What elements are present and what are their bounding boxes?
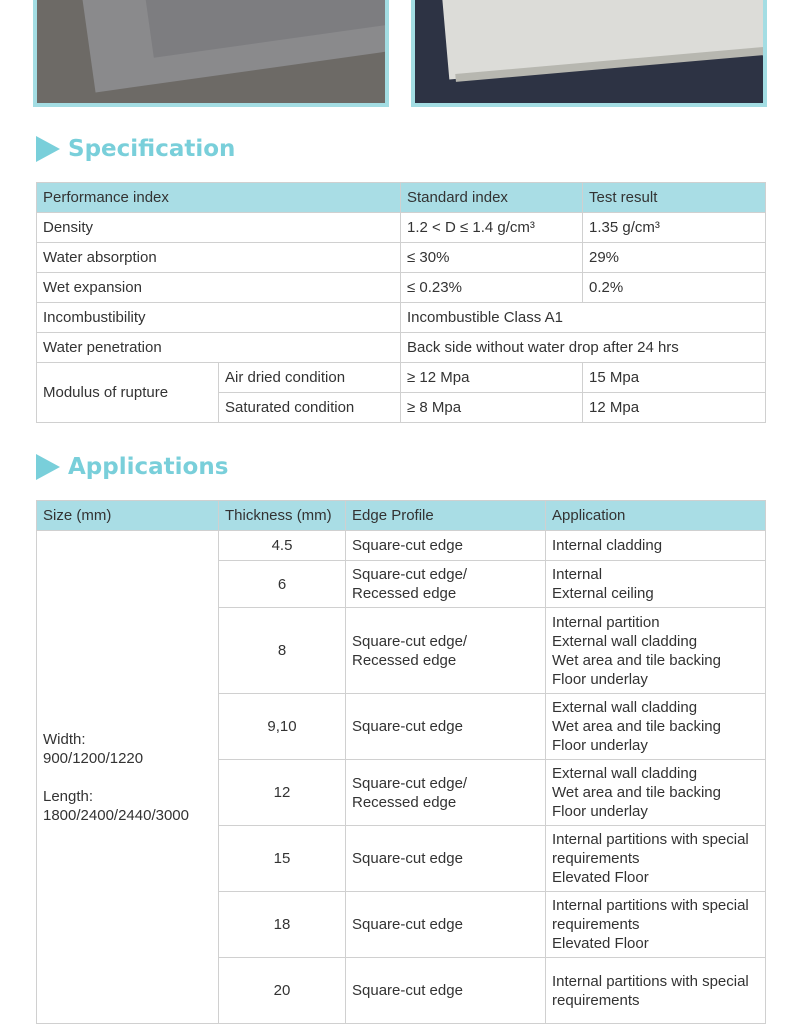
- triangle-bullet-icon: [36, 454, 60, 480]
- thickness-cell: 12: [219, 760, 346, 826]
- table-row: [37, 363, 766, 393]
- thickness-cell: 18: [219, 892, 346, 958]
- table-row: [37, 273, 766, 303]
- edge-cell: Square-cut edge: [346, 531, 546, 561]
- header-thickness: Thickness (mm): [219, 501, 346, 531]
- triangle-bullet-icon: [36, 136, 60, 162]
- thickness-cell: 15: [219, 826, 346, 892]
- edge-cell: Square-cut edge: [346, 958, 546, 1024]
- header-performance-index: Performance index: [37, 183, 401, 213]
- header-test-result: Test result: [583, 183, 766, 213]
- applications-heading: Applications: [36, 454, 228, 480]
- applications-table: [36, 500, 766, 1024]
- table-row: [37, 213, 766, 243]
- thickness-cell: 8: [219, 608, 346, 694]
- product-photo-right: [411, 0, 767, 107]
- thickness-cell: 6: [219, 561, 346, 608]
- condition-label: Saturated condition: [219, 393, 401, 423]
- thickness-cell: 20: [219, 958, 346, 1024]
- row-label: Density: [37, 213, 401, 243]
- table-row: [37, 243, 766, 273]
- test-value: 1.35 g/cm³: [583, 213, 766, 243]
- application-cell: Internal External ceiling: [546, 561, 766, 608]
- edge-cell: Square-cut edge: [346, 826, 546, 892]
- size-cell: Width: 900/1200/1220 Length: 1800/2400/2440/3000: [37, 531, 219, 1024]
- application-cell: Internal cladding: [546, 531, 766, 561]
- header-edge-profile: Edge Profile: [346, 501, 546, 531]
- row-label: Water penetration: [37, 333, 401, 363]
- test-value: 0.2%: [583, 273, 766, 303]
- standard-value: Incombustible Class A1: [401, 303, 766, 333]
- table-header-row: [37, 501, 766, 531]
- header-size: Size (mm): [37, 501, 219, 531]
- specification-table: [36, 182, 766, 423]
- row-label: Modulus of rupture: [37, 363, 219, 423]
- table-row: [37, 333, 766, 363]
- row-label: Water absorption: [37, 243, 401, 273]
- edge-cell: Square-cut edge/ Recessed edge: [346, 561, 546, 608]
- standard-value: ≤ 0.23%: [401, 273, 583, 303]
- standard-value: ≤ 30%: [401, 243, 583, 273]
- condition-label: Air dried condition: [219, 363, 401, 393]
- row-label: Wet expansion: [37, 273, 401, 303]
- row-label: Incombustibility: [37, 303, 401, 333]
- thickness-cell: 4.5: [219, 531, 346, 561]
- thickness-cell: 9,10: [219, 694, 346, 760]
- test-value: 15 Mpa: [583, 363, 766, 393]
- edge-cell: Square-cut edge: [346, 892, 546, 958]
- header-application: Application: [546, 501, 766, 531]
- standard-value: 1.2 < D ≤ 1.4 g/cm³: [401, 213, 583, 243]
- application-cell: External wall cladding Wet area and tile backing Floor underlay: [546, 760, 766, 826]
- test-value: 29%: [583, 243, 766, 273]
- product-photo-left: [33, 0, 389, 107]
- header-standard-index: Standard index: [401, 183, 583, 213]
- application-cell: Internal partitions with special requirements: [546, 958, 766, 1024]
- test-value: 12 Mpa: [583, 393, 766, 423]
- application-cell: Internal partition External wall cladding Wet area and tile backing Floor underlay: [546, 608, 766, 694]
- application-cell: Internal partitions with special requirements Elevated Floor: [546, 892, 766, 958]
- standard-value: ≥ 12 Mpa: [401, 363, 583, 393]
- application-cell: Internal partitions with special requirements Elevated Floor: [546, 826, 766, 892]
- standard-value: Back side without water drop after 24 hrs: [401, 333, 766, 363]
- application-cell: External wall cladding Wet area and tile backing Floor underlay: [546, 694, 766, 760]
- standard-value: ≥ 8 Mpa: [401, 393, 583, 423]
- table-header-row: [37, 183, 766, 213]
- edge-cell: Square-cut edge/ Recessed edge: [346, 608, 546, 694]
- edge-cell: Square-cut edge: [346, 694, 546, 760]
- table-row: [37, 303, 766, 333]
- table-row: [37, 531, 766, 561]
- specification-heading: Specification: [36, 136, 235, 162]
- edge-cell: Square-cut edge/ Recessed edge: [346, 760, 546, 826]
